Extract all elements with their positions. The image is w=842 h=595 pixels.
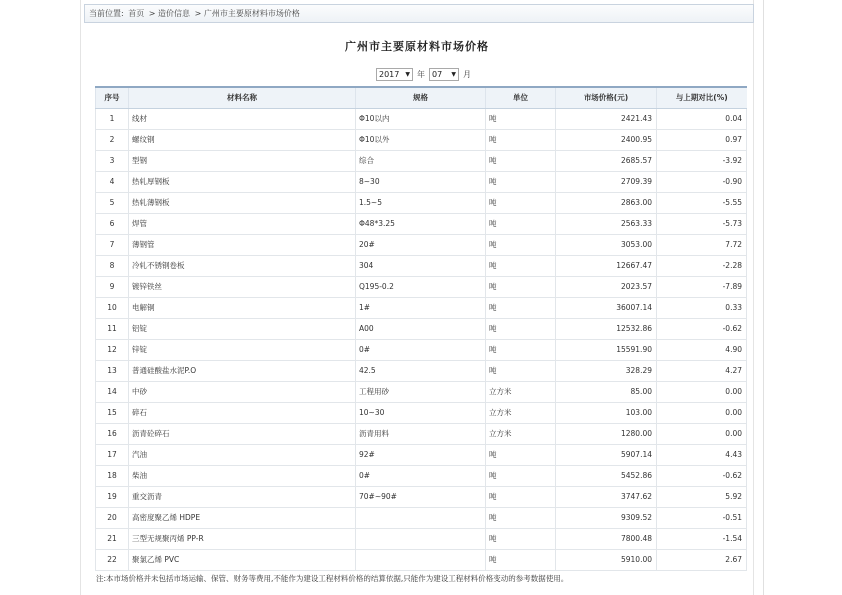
cell-ratio: 4.90: [657, 339, 747, 360]
cell-price: 9309.52: [556, 507, 657, 528]
header-ratio: 与上期对比(%): [657, 87, 747, 108]
cell-ratio: -5.55: [657, 192, 747, 213]
cell-spec: 304: [356, 255, 486, 276]
cell-name: 锌锭: [129, 339, 356, 360]
cell-unit: 吨: [486, 234, 556, 255]
cell-ratio: -0.62: [657, 465, 747, 486]
cell-name: 汽油: [129, 444, 356, 465]
header-unit: 单位: [486, 87, 556, 108]
cell-name: 沥青砼碎石: [129, 423, 356, 444]
cell-no: 4: [96, 171, 129, 192]
month-value: 07: [432, 70, 443, 79]
cell-no: 12: [96, 339, 129, 360]
cell-spec: 70#~90#: [356, 486, 486, 507]
cell-name: 热轧薄钢板: [129, 192, 356, 213]
cell-ratio: -1.54: [657, 528, 747, 549]
cell-ratio: 5.92: [657, 486, 747, 507]
table-row: [96, 402, 747, 423]
header-no: 序号: [96, 87, 129, 108]
cell-name: 普通硅酸盐水泥P.O: [129, 360, 356, 381]
cell-unit: 吨: [486, 528, 556, 549]
cell-no: 14: [96, 381, 129, 402]
cell-no: 8: [96, 255, 129, 276]
table-row: [96, 486, 747, 507]
cell-unit: 吨: [486, 318, 556, 339]
breadcrumb-home-link[interactable]: 首页: [128, 9, 145, 18]
cell-ratio: -0.90: [657, 171, 747, 192]
cell-name: 碎石: [129, 402, 356, 423]
chevron-down-icon: ▼: [451, 71, 456, 78]
cell-unit: 吨: [486, 339, 556, 360]
cell-unit: 吨: [486, 255, 556, 276]
year-unit-label: 年: [417, 70, 425, 79]
cell-spec: [356, 549, 486, 570]
cell-unit: 吨: [486, 171, 556, 192]
cell-ratio: 2.67: [657, 549, 747, 570]
cell-spec: 0#: [356, 465, 486, 486]
cell-unit: 吨: [486, 507, 556, 528]
cell-unit: 立方米: [486, 423, 556, 444]
cell-no: 11: [96, 318, 129, 339]
table-row: [96, 255, 747, 276]
cell-spec: 42.5: [356, 360, 486, 381]
table-row: [96, 129, 747, 150]
table-row: [96, 276, 747, 297]
cell-price: 12667.47: [556, 255, 657, 276]
cell-price: 2685.57: [556, 150, 657, 171]
table-row: [96, 339, 747, 360]
cell-price: 3053.00: [556, 234, 657, 255]
cell-price: 103.00: [556, 402, 657, 423]
cell-unit: 吨: [486, 444, 556, 465]
cell-ratio: -0.62: [657, 318, 747, 339]
cell-name: 三型无规聚丙烯 PP-R: [129, 528, 356, 549]
cell-price: 2563.33: [556, 213, 657, 234]
cell-no: 6: [96, 213, 129, 234]
cell-spec: 8~30: [356, 171, 486, 192]
cell-no: 9: [96, 276, 129, 297]
cell-price: 5907.14: [556, 444, 657, 465]
cell-ratio: 0.97: [657, 129, 747, 150]
cell-spec: A00: [356, 318, 486, 339]
year-value: 2017: [379, 70, 400, 79]
table-header-row: [96, 87, 747, 108]
year-select[interactable]: [376, 68, 413, 81]
window-edge: [763, 0, 764, 595]
header-price: 市场价格(元): [556, 87, 657, 108]
cell-name: 螺纹钢: [129, 129, 356, 150]
price-table: [95, 86, 747, 571]
table-row: [96, 381, 747, 402]
cell-name: 热轧厚钢板: [129, 171, 356, 192]
cell-unit: 吨: [486, 192, 556, 213]
cell-no: 5: [96, 192, 129, 213]
cell-spec: 20#: [356, 234, 486, 255]
table-row: [96, 360, 747, 381]
cell-ratio: 0.00: [657, 381, 747, 402]
cell-spec: [356, 507, 486, 528]
table-row: [96, 444, 747, 465]
cell-price: 7800.48: [556, 528, 657, 549]
cell-price: 2023.57: [556, 276, 657, 297]
table-row: [96, 549, 747, 570]
cell-unit: 吨: [486, 486, 556, 507]
table-body: [96, 108, 747, 570]
cell-no: 3: [96, 150, 129, 171]
cell-ratio: 7.72: [657, 234, 747, 255]
cell-ratio: 0.04: [657, 108, 747, 129]
cell-name: 中砂: [129, 381, 356, 402]
cell-ratio: -3.92: [657, 150, 747, 171]
cell-unit: 立方米: [486, 381, 556, 402]
cell-unit: 吨: [486, 360, 556, 381]
cell-ratio: 0.00: [657, 402, 747, 423]
cell-spec: 工程用砂: [356, 381, 486, 402]
cell-unit: 吨: [486, 150, 556, 171]
breadcrumb: [84, 4, 754, 23]
table-row: [96, 108, 747, 129]
cell-price: 15591.90: [556, 339, 657, 360]
cell-name: 焊管: [129, 213, 356, 234]
cell-no: 18: [96, 465, 129, 486]
breadcrumb-prefix: 当前位置:: [89, 9, 124, 18]
cell-ratio: -2.28: [657, 255, 747, 276]
cell-no: 21: [96, 528, 129, 549]
cell-no: 10: [96, 297, 129, 318]
cell-price: 12532.86: [556, 318, 657, 339]
cell-no: 2: [96, 129, 129, 150]
cell-no: 1: [96, 108, 129, 129]
table-row: [96, 297, 747, 318]
cell-price: 2863.00: [556, 192, 657, 213]
cell-spec: Q195-0.2: [356, 276, 486, 297]
cell-no: 15: [96, 402, 129, 423]
cell-unit: 吨: [486, 129, 556, 150]
cell-spec: 92#: [356, 444, 486, 465]
cell-price: 2709.39: [556, 171, 657, 192]
cell-unit: 吨: [486, 108, 556, 129]
table-row: [96, 171, 747, 192]
cell-spec: 10~30: [356, 402, 486, 423]
cell-spec: 1.5~5: [356, 192, 486, 213]
breadcrumb-section-link[interactable]: > 造价信息: [148, 9, 191, 18]
cell-price: 36007.14: [556, 297, 657, 318]
table-row: [96, 507, 747, 528]
cell-no: 13: [96, 360, 129, 381]
cell-ratio: 4.43: [657, 444, 747, 465]
cell-no: 22: [96, 549, 129, 570]
cell-spec: Φ10以内: [356, 108, 486, 129]
cell-name: 薄钢管: [129, 234, 356, 255]
cell-price: 3747.62: [556, 486, 657, 507]
cell-no: 7: [96, 234, 129, 255]
cell-no: 19: [96, 486, 129, 507]
cell-price: 5910.00: [556, 549, 657, 570]
cell-spec: [356, 528, 486, 549]
table-row: [96, 528, 747, 549]
cell-price: 328.29: [556, 360, 657, 381]
cell-unit: 吨: [486, 465, 556, 486]
cell-price: 2421.43: [556, 108, 657, 129]
cell-unit: 吨: [486, 276, 556, 297]
cell-spec: Φ10以外: [356, 129, 486, 150]
cell-spec: 综合: [356, 150, 486, 171]
cell-unit: 吨: [486, 297, 556, 318]
cell-unit: 吨: [486, 213, 556, 234]
table-row: [96, 150, 747, 171]
breadcrumb-current: > 广州市主要原材料市场价格: [194, 9, 300, 18]
cell-spec: 沥青用料: [356, 423, 486, 444]
cell-no: 16: [96, 423, 129, 444]
table-row: [96, 318, 747, 339]
footnote: 注:本市场价格并未包括市场运输、保管、财务等费用,不能作为建设工程材料价格的结算依据,只能作为建设工程材料价格变动的参考数据使用。: [96, 574, 569, 583]
cell-price: 1280.00: [556, 423, 657, 444]
cell-ratio: 0.00: [657, 423, 747, 444]
cell-price: 5452.86: [556, 465, 657, 486]
chevron-down-icon: ▼: [405, 71, 410, 78]
cell-ratio: -0.51: [657, 507, 747, 528]
cell-name: 电解铜: [129, 297, 356, 318]
cell-name: 镀锌铁丝: [129, 276, 356, 297]
cell-spec: Φ48*3.25: [356, 213, 486, 234]
cell-ratio: -7.89: [657, 276, 747, 297]
cell-name: 线材: [129, 108, 356, 129]
cell-price: 2400.95: [556, 129, 657, 150]
header-spec: 规格: [356, 87, 486, 108]
cell-name: 重交沥青: [129, 486, 356, 507]
cell-name: 冷轧不锈钢卷板: [129, 255, 356, 276]
cell-name: 聚氯乙烯 PVC: [129, 549, 356, 570]
month-unit-label: 月: [463, 70, 471, 79]
cell-price: 85.00: [556, 381, 657, 402]
table-row: [96, 192, 747, 213]
cell-name: 型钢: [129, 150, 356, 171]
cell-name: 高密度聚乙烯 HDPE: [129, 507, 356, 528]
cell-ratio: 0.33: [657, 297, 747, 318]
table-row: [96, 465, 747, 486]
cell-ratio: -5.73: [657, 213, 747, 234]
cell-spec: 0#: [356, 339, 486, 360]
cell-no: 20: [96, 507, 129, 528]
cell-no: 17: [96, 444, 129, 465]
page-title: 广州市主要原材料市场价格: [345, 40, 489, 53]
table-row: [96, 213, 747, 234]
month-select[interactable]: [429, 68, 459, 81]
cell-unit: 立方米: [486, 402, 556, 423]
cell-ratio: 4.27: [657, 360, 747, 381]
table-row: [96, 234, 747, 255]
cell-name: 柴油: [129, 465, 356, 486]
header-name: 材料名称: [129, 87, 356, 108]
table-row: [96, 423, 747, 444]
cell-unit: 吨: [486, 549, 556, 570]
date-filter: [376, 67, 475, 82]
cell-name: 铝锭: [129, 318, 356, 339]
cell-spec: 1#: [356, 297, 486, 318]
